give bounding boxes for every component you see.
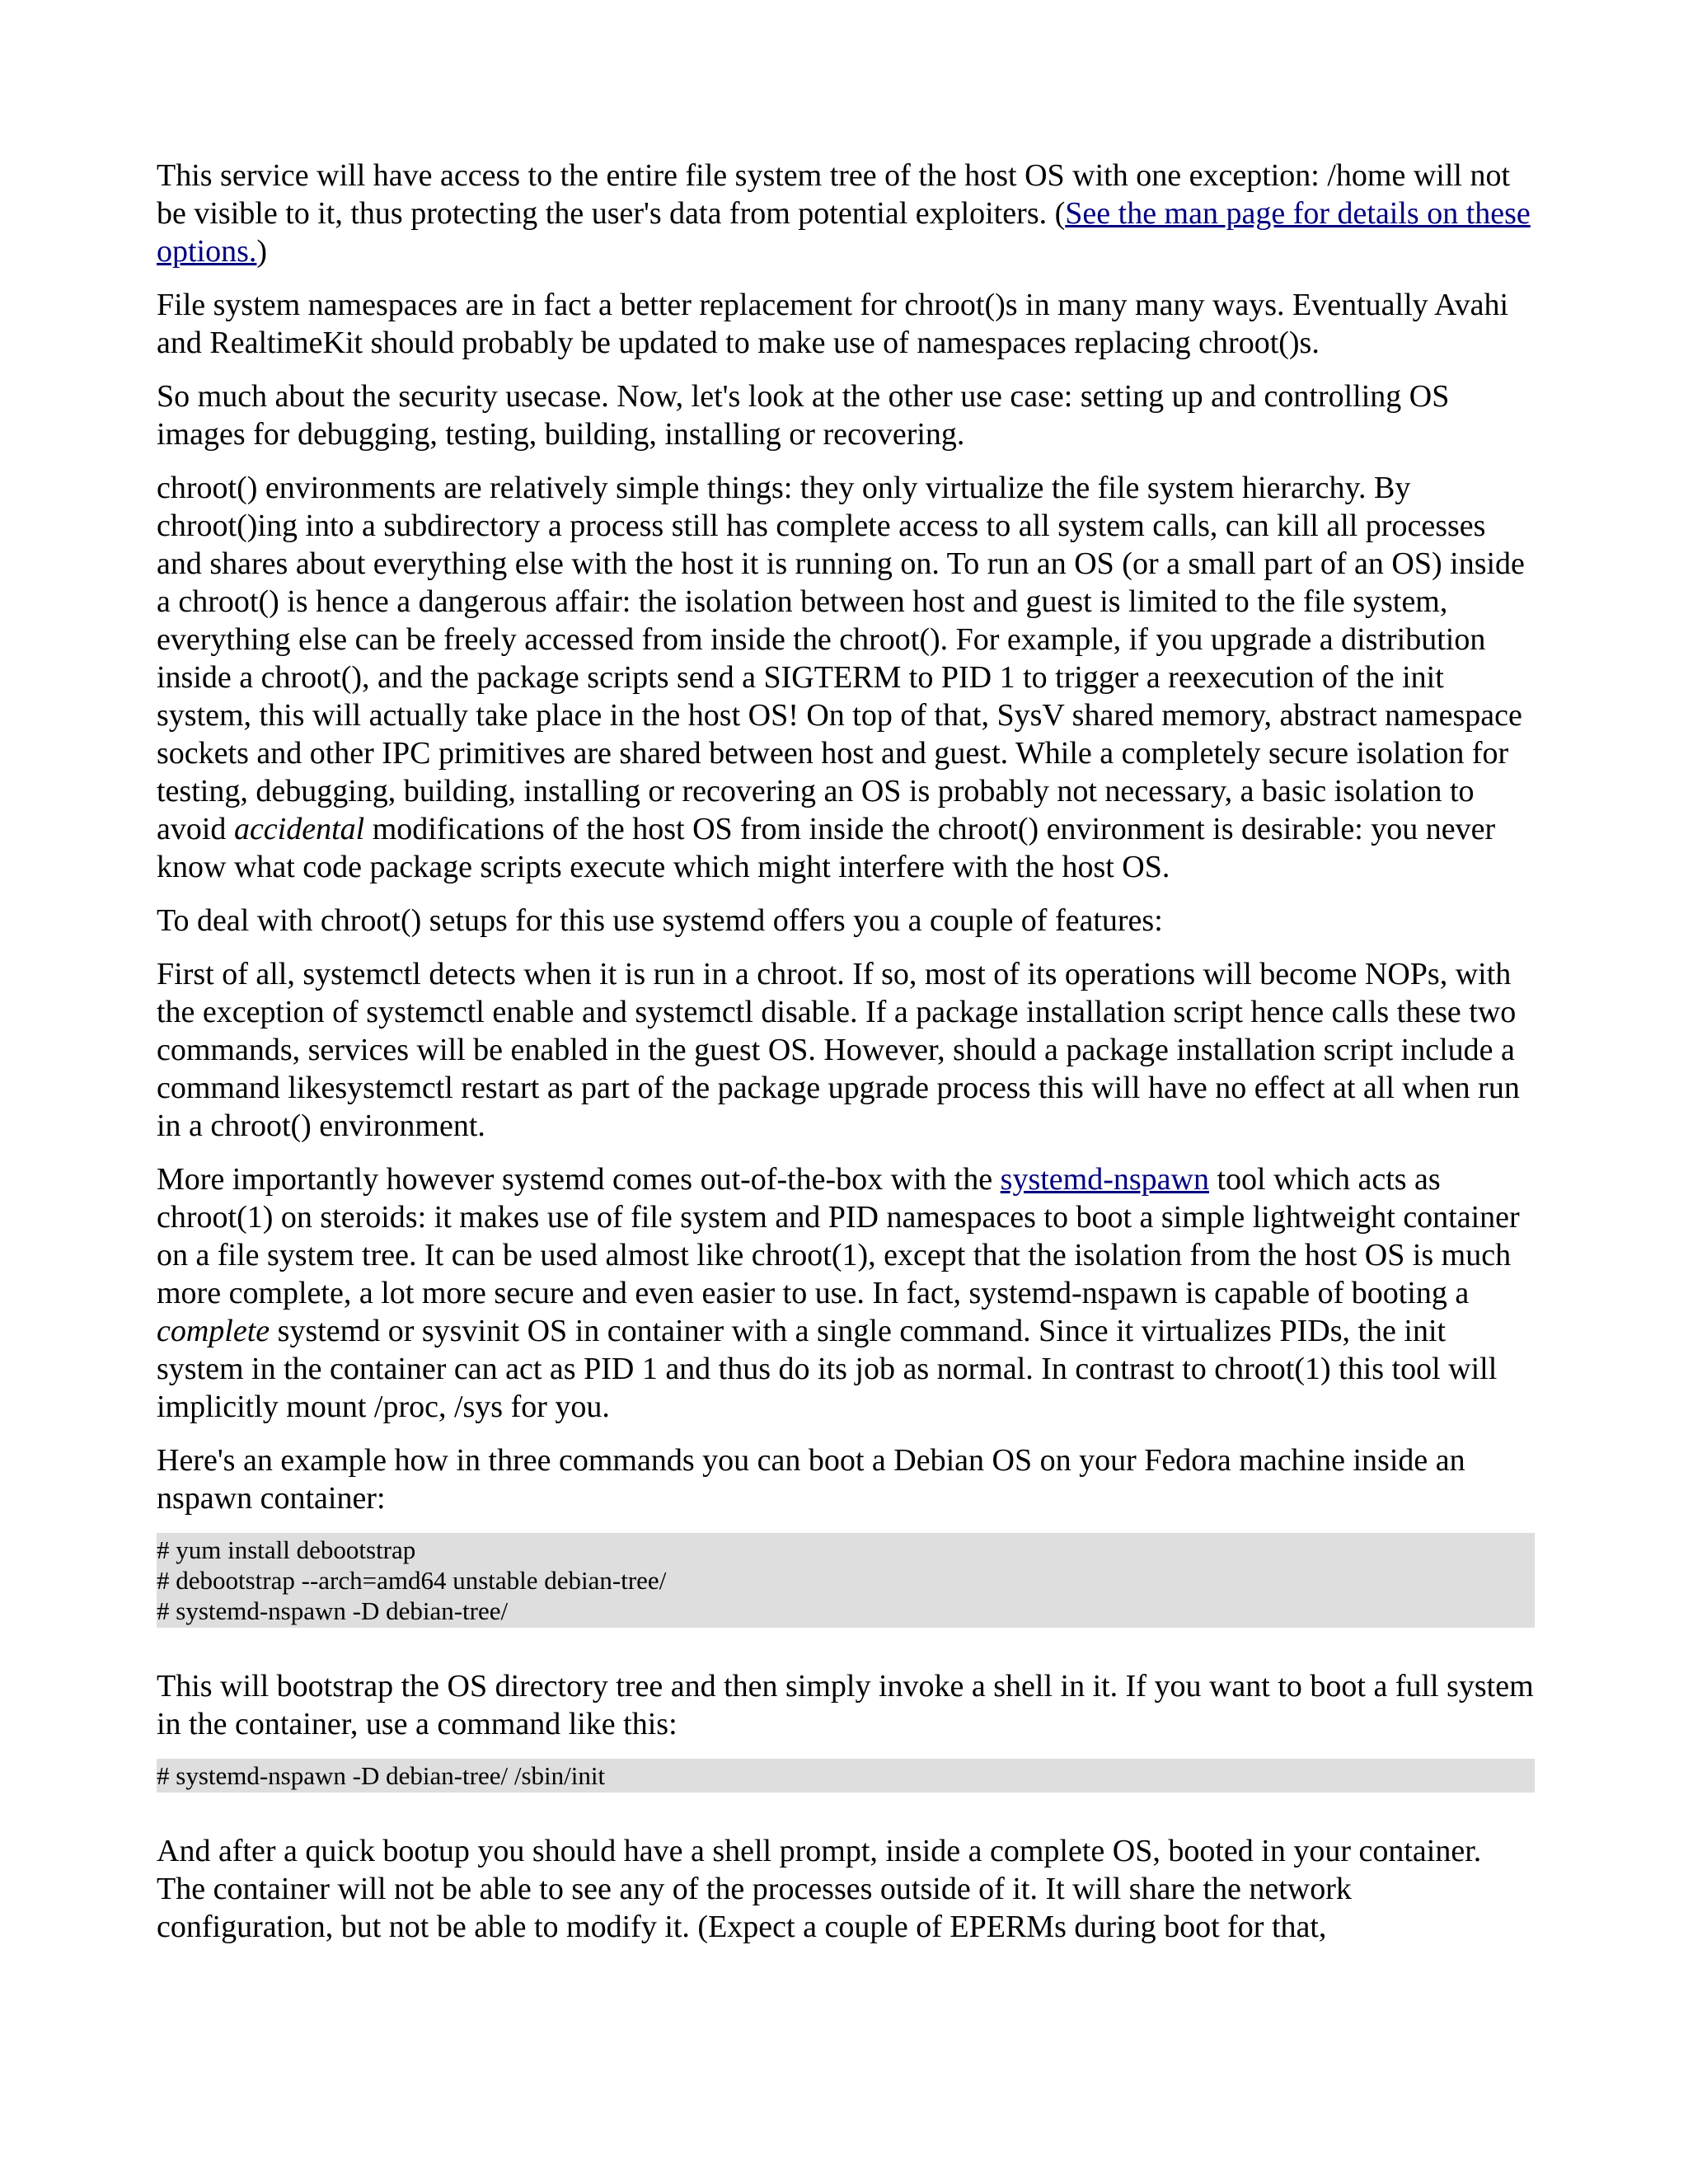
- emphasis-accidental: accidental: [233, 812, 365, 846]
- systemd-nspawn-link[interactable]: systemd-nspawn: [1000, 1162, 1209, 1197]
- man-page-link[interactable]: See the man page for details on these options.: [157, 196, 1531, 269]
- code-line: # yum install debootstrap: [157, 1535, 416, 1564]
- paragraph-chroot-features: To deal with chroot() setups for this use systemd offers you a couple of features:: [157, 903, 1163, 938]
- paragraph-text: This service will have access to the entire file system tree of the host OS with one exception: /home will not be visible to it, thus protecting the user's data from potential exploiters. (: [157, 158, 1511, 231]
- paragraph-text: tool which acts as chroot(1) on steroids: it makes use of file system and PID namespaces to boot a simple lightweight container on a file system tree. It can be used almost like chroot(1), except that the isolation from the host OS is much more complete, a lot more secure and even easier to use. In fact, systemd-nspawn is capable of booting a: [157, 1162, 1520, 1310]
- paragraph-text: modifications of the host OS from inside the chroot() environment is desirable: you never know what code package scripts execute which might interfere with the host OS.: [157, 812, 1496, 884]
- paragraph-home-access: [157, 157, 1535, 270]
- paragraph-bootstrap: This will bootstrap the OS directory tree and then simply invoke a shell in it. If you want to boot a full system in the container, use a command like this:: [157, 1669, 1534, 1741]
- paragraph-security-usecase: So much about the security usecase. Now, let's look at the other use case: setting up and controlling OS images for debugging, testing, building, installing or recovering.: [157, 379, 1450, 452]
- code-line: # systemd-nspawn -D debian-tree/ /sbin/init: [157, 1761, 606, 1790]
- emphasis-complete: complete: [157, 1314, 270, 1348]
- document-page: [157, 157, 1535, 1961]
- paragraph-bootup: And after a quick bootup you should have a shell prompt, inside a complete OS, booted in your container. The container will not be able to see any of the processes outside of it. It will share the network configuration, but not be able to modify it. (Expect a couple of EPERMs during boot for that,: [157, 1834, 1482, 1944]
- code-block-init: [157, 1759, 1535, 1793]
- paragraph-text: More importantly however systemd comes out-of-the-box with the: [157, 1162, 1001, 1197]
- code-line: # debootstrap --arch=amd64 unstable debian-tree/: [157, 1566, 667, 1595]
- paragraph-systemd-nspawn: [157, 1160, 1535, 1426]
- code-block-debian: [157, 1533, 1535, 1628]
- paragraph-text: systemd or sysvinit OS in container with a single command. Since it virtualizes PIDs, the init system in the container can act as PID 1 and thus do its job as normal. In contrast to chroot(1) this tool will implicitly mount /proc, /sys for you.: [157, 1314, 1498, 1424]
- paragraph-systemctl-chroot: First of all, systemctl detects when it is run in a chroot. If so, most of its operations will become NOPs, with the exception of systemctl enable and systemctl disable. If a package installation script hence calls these two commands, services will be enabled in the guest OS. However, should a package installation script include a command likesystemctl restart as part of the package upgrade process this will have no effect at all when run in a chroot() environment.: [157, 957, 1520, 1143]
- paragraph-namespaces: File system namespaces are in fact a better replacement for chroot()s in many many ways. Eventually Avahi and RealtimeKit should probably be updated to make use of namespaces replacing chroot()s.: [157, 288, 1509, 360]
- paragraph-text: ): [256, 234, 268, 269]
- paragraph-debian-example: Here's an example how in three commands you can boot a Debian OS on your Fedora machine inside an nspawn container:: [157, 1443, 1465, 1516]
- code-line: # systemd-nspawn -D debian-tree/: [157, 1596, 509, 1625]
- paragraph-chroot-environments: [157, 469, 1535, 886]
- paragraph-text: chroot() environments are relatively simple things: they only virtualize the file system hierarchy. By chroot()ing into a subdirectory a process still has complete access to all system calls, can kill all processes and shares about everything else with the host it is running on. To run an OS (or a small part of an OS) inside a chroot() is hence a dangerous affair: the isolation between host and guest is limited to the file system, everything else can be freely accessed from inside the chroot(). For example, if you upgrade a distribution inside a chroot(), and the package scripts send a SIGTERM to PID 1 to trigger a reexecution of the init system, this will actually take place in the host OS! On top of that, SysV shared memory, abstract namespace sockets and other IPC primitives are shared between host and guest. While a completely secure isolation for testing, debugging, building, installing or recovering an OS is probably not necessary, a basic isolation to avoid: [157, 471, 1525, 846]
